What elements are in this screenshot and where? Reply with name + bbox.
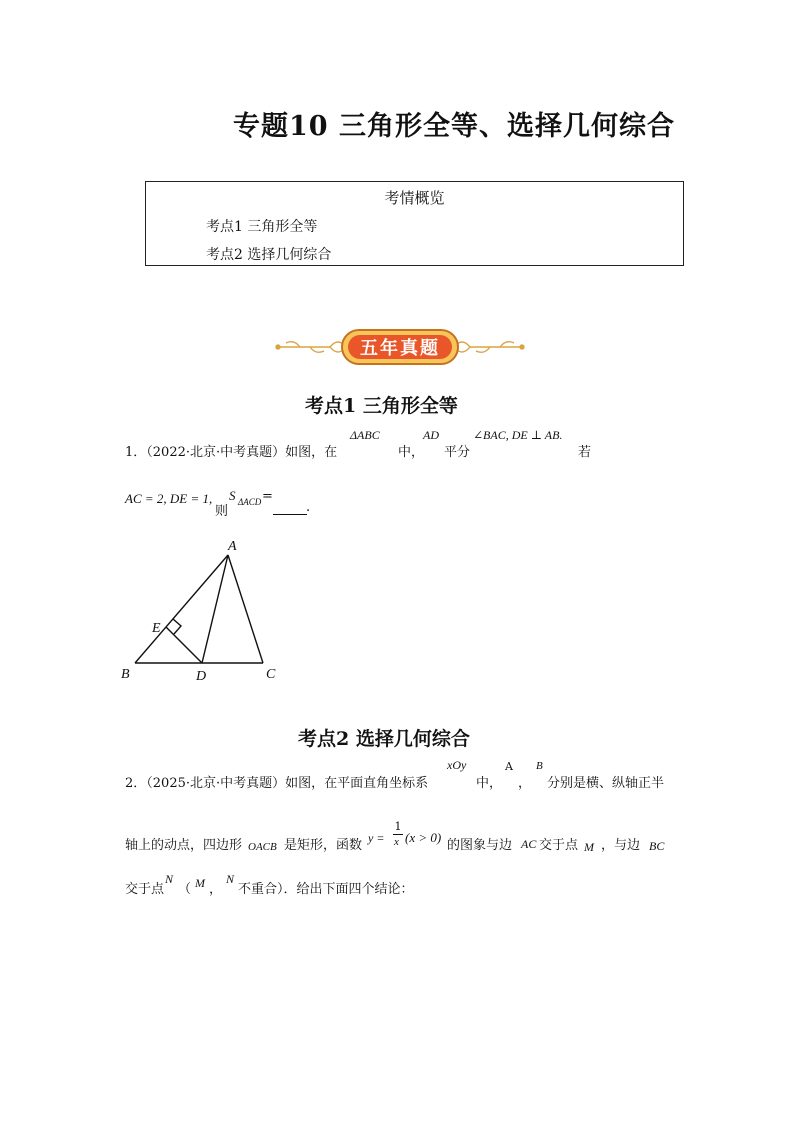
q2-zhong: 中，	[476, 776, 503, 791]
segment-ad	[202, 555, 228, 663]
segment-de	[166, 627, 202, 663]
overview-box	[145, 181, 684, 266]
q2-m2: M	[195, 876, 205, 890]
q1-answer-blank[interactable]	[273, 500, 307, 519]
q2-frac-bar	[393, 834, 403, 835]
q2-func-y: y =	[368, 831, 385, 845]
right-ornament-icon	[454, 342, 524, 353]
label-c: C	[266, 667, 276, 682]
q1-period: .	[306, 500, 311, 515]
q1-ze: 则	[215, 504, 229, 519]
overview-heading: 考情概览	[384, 189, 445, 207]
q2-point-b: B	[536, 760, 543, 772]
q1-pingfen: 平分	[444, 445, 471, 460]
banner-text: 五年真题	[360, 338, 440, 359]
q1-zhong: 中，	[398, 445, 425, 460]
label-a: A	[228, 539, 237, 554]
q2-xoy: xOy	[447, 758, 467, 772]
q2-func-cond: (x > 0)	[405, 830, 442, 845]
q2-line3-d: 不重合）．给出下面四个结论：	[238, 882, 414, 897]
q2-prefix: 2．（2025·北京·中考真题）如图，在平面直角坐标系	[125, 776, 429, 791]
q1-prefix: 1．（2022·北京·中考真题）如图，在	[125, 445, 338, 460]
side-ac	[228, 555, 263, 663]
q1-condition: ∠BAC, DE ⊥ AB.	[473, 428, 563, 442]
q2-frac-num: 1	[394, 820, 402, 833]
q2-m: M	[584, 840, 594, 854]
q2-n: N	[165, 872, 174, 886]
side-ab	[135, 555, 228, 663]
q1-ad: AD	[423, 428, 439, 442]
q2-oacb: OACB	[248, 841, 277, 853]
q1-equals: =	[262, 489, 273, 504]
q2-n2: N	[226, 872, 235, 886]
label-e: E	[152, 621, 161, 636]
q1-ruo: 若	[578, 445, 592, 460]
right-angle-mark-icon	[173, 619, 181, 634]
q2-line2-a: 轴上的动点，四边形	[125, 838, 243, 853]
q1-triangle-figure	[115, 535, 295, 685]
q2-point-a: A	[505, 760, 513, 773]
q2-frac-den: x	[394, 836, 399, 848]
label-b: B	[121, 667, 130, 682]
q2-line3-a: 交于点	[125, 882, 165, 897]
section1-heading: 考点1 三角形全等	[305, 395, 458, 417]
q2-comma: ，	[518, 776, 532, 791]
q2-line2-b: 是矩形，函数	[284, 838, 363, 853]
q1-given-values: AC = 2, DE = 1,	[125, 491, 213, 506]
q2-line2-d: 交于点	[539, 838, 579, 853]
page-title: 专题10 三角形全等、选择几何综合	[233, 111, 675, 142]
q2-line3-c: ，	[209, 882, 223, 897]
section2-heading: 考点2 选择几何综合	[298, 728, 470, 750]
q2-bc: BC	[649, 839, 665, 853]
q2-ac: AC	[521, 837, 537, 851]
label-d: D	[196, 669, 207, 684]
overview-item-1: 考点1 三角形全等	[206, 219, 318, 235]
q2-line3-b: （	[178, 882, 192, 897]
q2-after-b: 分别是横、纵轴正半	[547, 776, 665, 791]
q2-line2-c: 的图象与边	[447, 838, 513, 853]
left-ornament-icon	[276, 342, 346, 353]
q1-area-symbol: S	[229, 488, 236, 503]
q1-area-subscript: ΔACD	[238, 497, 262, 507]
overview-item-2: 考点2 选择几何综合	[206, 247, 332, 263]
q2-line2-e: ，与边	[601, 838, 641, 853]
q1-triangle-abc: ΔABC	[350, 428, 380, 442]
five-year-banner	[270, 325, 530, 369]
